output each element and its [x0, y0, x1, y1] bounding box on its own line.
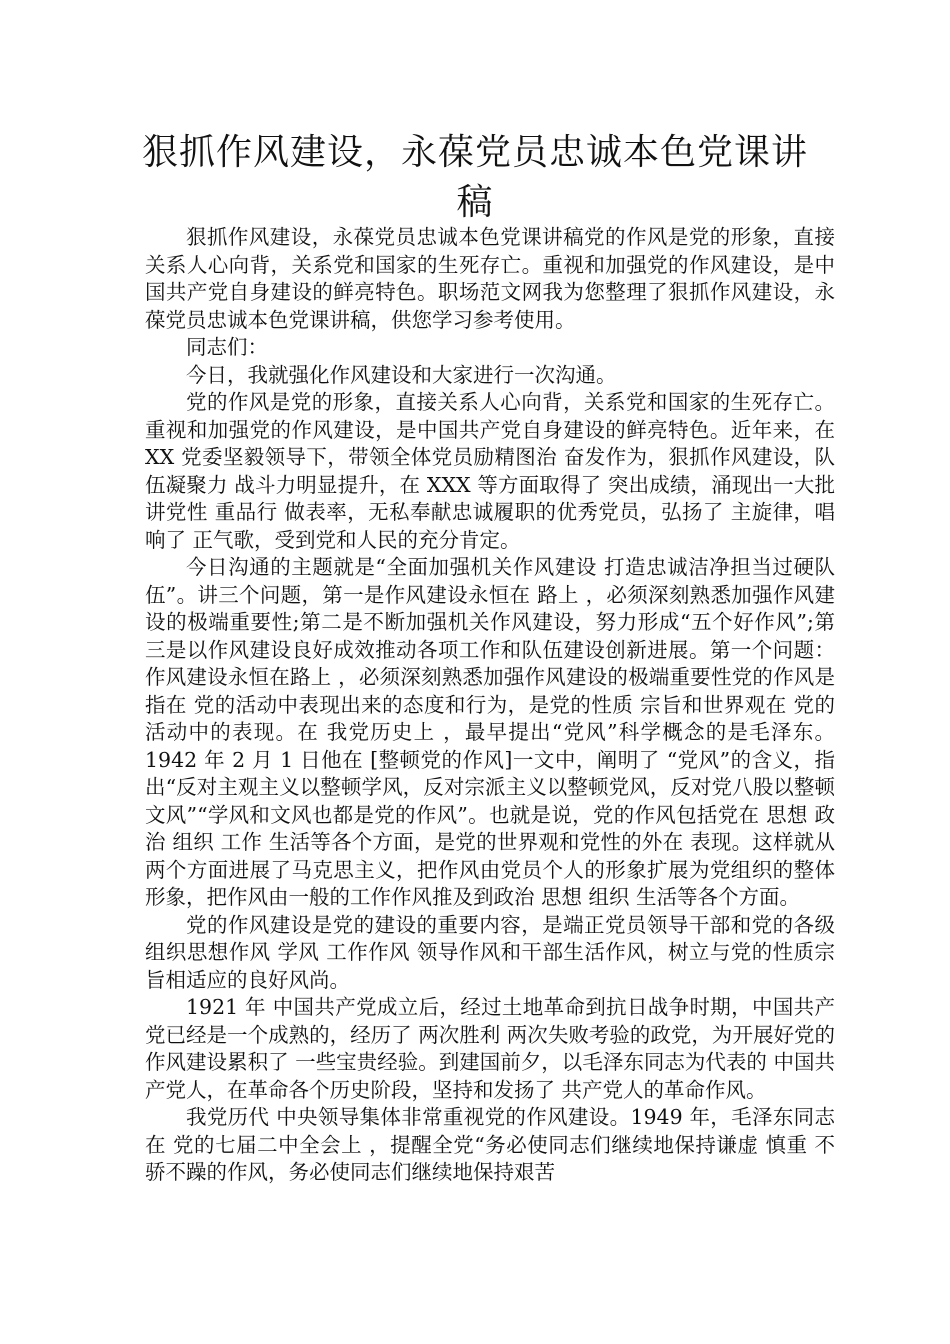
- document-title: 狠抓作风建设，永葆党员忠诚本色党课讲稿: [141, 132, 808, 223]
- paragraph-intro: 狠抓作风建设，永葆党员忠诚本色党课讲稿党的作风是党的形象，直接关系人心向背，关系党和国家的生死存亡。重视和加强党的作风建设，是中国共产党自身建设的鲜亮特色。职场范文网我为您整理了狠抓作风建设，永葆党员忠诚本色党课讲稿，供您学习参考使用。: [145, 225, 835, 332]
- paragraph-history-1921: 1921 年 中国共产党成立后，经过土地革命到抗日战争时期，中国共产党已经是一个成熟的，经历了 两次胜利 两次失败考验的政党，为开展好党的作风建设累积了 一些宝贵经验。到建国前夕，以毛泽东同志为代表的 中国共产党人，在革命各个历史阶段，坚持和发扬了 共产党人的革命作风。: [145, 995, 835, 1102]
- paragraph-style-building: 党的作风建设是党的建设的重要内容，是端正党员领导干部和党的各级组织思想作风 学风 工作作风 领导作风和干部生活作风，树立与党的性质宗旨相适应的良好风尚。: [145, 912, 835, 992]
- paragraph-party-style: 党的作风是党的形象，直接关系人心向背，关系党和国家的生死存亡。重视和加强党的作风建设，是中国共产党自身建设的鲜亮特色。近年来，在 XX 党委坚毅领导下，带领全体党员励精图治 奋发作为，狠抓作风建设，队伍凝聚力 战斗力明显提升，在 XXX 等方面取得了 突出成绩，涌现出一大批讲党性 重品行 做表率，无私奉献忠诚履职的优秀党员，弘扬了 主旋律，唱响了 正气歌，受到党和人民的充分肯定。: [145, 390, 835, 552]
- document-body: [145, 224, 835, 1187]
- paragraph-theme: 今日沟通的主题就是“全面加强机关作风建设 打造忠诚洁净担当过硬队伍”。讲三个问题，第一是作风建设永恒在 路上 ，必须深刻熟悉加强作风建设的极端重要性;第二是不断加强机关作风建设，努力形成“五个好作风”;第三是以作风建设良好成效推动各项工作和队伍建设创新进展。第一个问题：作风建设永恒在路上 ，必须深刻熟悉加强作风建设的极端重要性党的作风是指在 党的活动中表现出来的态度和行为，是党的性质 宗旨和世界观在 党的活动中的表现。在 我党历史上 ，最早提出“党风”科学概念的是毛泽东。1942 年 2 月 1 日他在 [整顿党的作风]一文中，阐明了 “党风”的含义，指出“反对主观主义以整顿学风，反对宗派主义以整顿党风，反对党八股以整顿文风”“学风和文风也都是党的作风”。也就是说，党的作风包括党在 思想 政治 组织 工作 生活等各个方面，是党的世界观和党性的外在 表现。这样就从两个方面进展了马克思主义，把作风由党员个人的形象扩展为党组织的整体形象，把作风由一般的工作作风推及到政治 思想 组织 生活等各个方面。: [145, 555, 835, 909]
- paragraph-history-1949: 我党历代 中央领导集体非常重视党的作风建设。1949 年，毛泽东同志在 党的七届二中全会上 ，提醒全党“务必使同志们继续地保持谦虚 慎重 不骄不躁的作风，务必使同志们继续地保持艰苦: [145, 1105, 835, 1184]
- paragraph-opening: 今日，我就强化作风建设和大家进行一次沟通。: [186, 362, 617, 387]
- paragraph-salutation: 同志们：: [186, 335, 268, 359]
